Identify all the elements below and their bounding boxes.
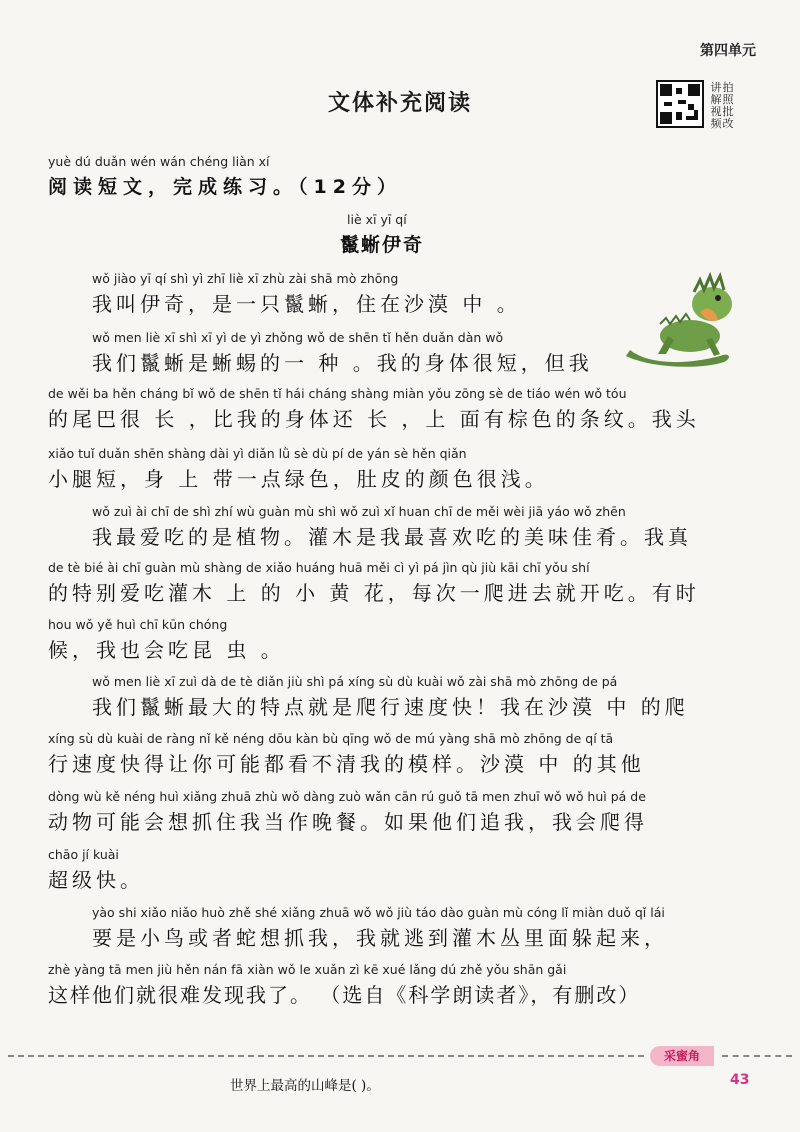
iguana-illustration [620,262,738,370]
story-line-13: 这样他们就很难发现我了。 （选自《科学朗读者》，有删改） [48,983,641,1007]
story-line-8-pinyin: wǒ men liè xī zuì dà de tè diǎn jiù shì pá xíng sù dù kuài wǒ zài shā mò zhōng de pá [92,674,618,689]
story-line-5: 我最爱吃的是植物。灌木是我最喜欢吃的美味佳肴。我真 [92,525,692,549]
qr-label: 拍 [722,81,734,94]
story-title-pinyin: liè xī yī qí [347,212,407,227]
qr-label: 解 [710,93,722,106]
story-line-6: 的特别爱吃灌木 上 的 小 黄 花，每次一爬进去就开吃。有时 [48,581,700,605]
story-line-11-pinyin: chāo jí kuài [48,847,119,862]
story-line-7: 候，我也会吃昆 虫 。 [48,638,285,662]
story-line-7-pinyin: hou wǒ yě huì chī kūn chóng [48,617,228,632]
qr-label: 照 [722,93,734,106]
footer-divider-right [722,1055,792,1057]
story-line-1-pinyin: wǒ jiào yī qí shì yì zhī liè xī zhù zài shā mò zhōng [92,271,399,286]
story-line-10-pinyin: dòng wù kě néng huì xiǎng zhuā zhù wǒ dàng zuò wǎn cān rú guǒ tā men zhuī wǒ wǒ huì pá de [48,789,646,804]
instruction-text: 阅读短文，完成练习。（12分） [48,176,402,198]
story-line-11: 超级快。 [48,868,144,892]
footer-question: 世界上最高的山峰是( )。 [230,1078,380,1094]
story-line-1: 我叫伊奇，是一只鬣蜥，住在沙漠 中 。 [92,292,521,316]
footer-badge: 采蜜角 [650,1046,714,1066]
story-line-10: 动物可能会想抓住我当作晚餐。如果他们追我，我会爬得 [48,810,648,834]
story-line-9: 行速度快得让你可能都看不清我的模样。沙漠 中 的其他 [48,752,645,776]
page-title: 文体补充阅读 [327,91,472,116]
story-line-4-pinyin: xiǎo tuǐ duǎn shēn shàng dài yì diǎn lǜ sè dù pí de yán sè hěn qiǎn [48,446,467,461]
story-line-12: 要是小鸟或者蛇想抓我，我就逃到灌木丛里面躲起来， [92,926,668,950]
story-line-5-pinyin: wǒ zuì ài chī de shì zhí wù guàn mù shì wǒ zuì xǐ huan chī de měi wèi jiā yáo wǒ zhēn [92,504,626,519]
qr-label: 频 [710,117,722,130]
story-line-13-pinyin: zhè yàng tā men jiù hěn nán fā xiàn wǒ le xuǎn zì kē xué lǎng dú zhě yǒu shān gǎi [48,962,567,977]
story-line-12-pinyin: yào shi xiǎo niǎo huò zhě shé xiǎng zhuā wǒ wǒ jiù táo dào guàn mù cóng lǐ miàn duǒ qǐ lái [92,905,665,920]
footer-divider [8,1055,644,1057]
story-title: 鬣蜥伊奇 [340,234,425,256]
instruction-pinyin: yuè dú duǎn wén wán chéng liàn xí [48,154,270,169]
story-line-3: 的尾巴很 长 ，比我的身体还 长 ，上 面有棕色的条纹。我头 [48,407,700,431]
qr-label: 讲 [710,81,722,94]
story-line-9-pinyin: xíng sù dù kuài de ràng nǐ kě néng dōu kàn bù qīng wǒ de mú yàng shā mò zhōng de qí tā [48,731,614,746]
story-line-2-pinyin: wǒ men liè xī shì xī yì de yì zhǒng wǒ de shēn tǐ hěn duǎn dàn wǒ [92,330,504,345]
story-line-8: 我们鬣蜥最大的特点就是爬行速度快！我在沙漠 中 的爬 [92,695,689,719]
qr-label: 改 [722,117,734,130]
qr-label: 视 [710,105,722,118]
unit-label: 第四单元 [700,43,756,59]
story-line-4: 小腿短，身 上 带一点绿色，肚皮的颜色很浅。 [48,467,549,491]
story-line-2: 我们鬣蜥是蜥蜴的一 种 。我的身体很短，但我 [92,351,593,375]
story-line-6-pinyin: de tè bié ài chī guàn mù shàng de xiǎo huáng huā měi cì yì pá jìn qù jiù kāi chī yǒu shí [48,560,590,575]
story-line-3-pinyin: de wěi ba hěn cháng bǐ wǒ de shēn tǐ hái cháng shàng miàn yǒu zōng sè de tiáo wén wǒ tóu [48,386,627,401]
page-number: 43 [730,1072,750,1088]
qr-label: 批 [722,105,734,118]
